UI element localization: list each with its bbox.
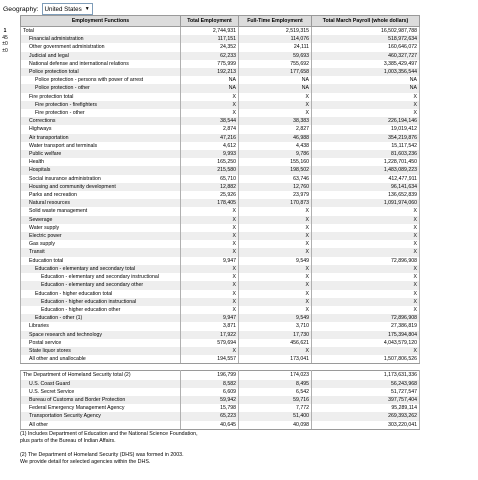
- total-employment-cell: 38,544: [181, 117, 239, 125]
- full-time-employment-cell: 8,495: [239, 380, 312, 388]
- function-cell: Financial administration: [21, 35, 181, 43]
- total-employment-cell: X: [181, 298, 239, 306]
- table-row: [21, 142, 420, 150]
- table-row: [21, 199, 420, 207]
- total-employment-cell: 40,645: [181, 421, 239, 430]
- function-cell: Parks and recreation: [21, 191, 181, 199]
- full-time-employment-cell: 7,772: [239, 404, 312, 412]
- table-row: [21, 355, 420, 364]
- function-cell: Fire protection - other: [21, 109, 181, 117]
- total-employment-cell: X: [181, 347, 239, 355]
- full-time-employment-cell: X: [239, 290, 312, 298]
- table-row: [21, 281, 420, 289]
- total-employment-cell: 3,871: [181, 322, 239, 330]
- function-cell: Housing and community development: [21, 183, 181, 191]
- total-employment-cell: 9,947: [181, 257, 239, 265]
- total-employment-cell: 2,744,931: [181, 27, 239, 36]
- function-cell: National defense and international relations: [21, 60, 181, 68]
- function-cell: Health: [21, 158, 181, 166]
- function-cell: Transit: [21, 248, 181, 256]
- total-employment-cell: 775,999: [181, 60, 239, 68]
- table-row: [21, 347, 420, 355]
- footnote-line: plus parts of the Bureau of Indian Affairs.: [20, 438, 116, 444]
- full-time-employment-cell: X: [239, 93, 312, 101]
- function-cell: Sewerage: [21, 216, 181, 224]
- full-time-employment-cell: 456,621: [239, 339, 312, 347]
- total-employment-cell: 215,580: [181, 166, 239, 174]
- march-payroll-cell: 1,228,701,450: [312, 158, 420, 166]
- march-payroll-cell: X: [312, 207, 420, 215]
- table-row: [21, 27, 420, 36]
- total-employment-cell: X: [181, 281, 239, 289]
- total-employment-cell: X: [181, 216, 239, 224]
- table-row: [21, 109, 420, 117]
- table-row: [21, 76, 420, 84]
- total-employment-cell: X: [181, 290, 239, 298]
- march-payroll-cell: X: [312, 281, 420, 289]
- march-payroll-cell: 226,194,146: [312, 117, 420, 125]
- table-row: [21, 314, 420, 322]
- table-row: [21, 404, 420, 412]
- total-employment-cell: 65,223: [181, 412, 239, 420]
- march-payroll-cell: X: [312, 224, 420, 232]
- march-payroll-cell: X: [312, 248, 420, 256]
- full-time-employment-cell: X: [239, 232, 312, 240]
- table-row: [21, 207, 420, 215]
- full-time-employment-cell: 2,519,315: [239, 27, 312, 36]
- full-time-employment-cell: X: [239, 347, 312, 355]
- total-employment-cell: 178,405: [181, 199, 239, 207]
- function-cell: U.S. Coast Guard: [21, 380, 181, 388]
- full-time-employment-cell: 755,692: [239, 60, 312, 68]
- total-employment-cell: 47,216: [181, 134, 239, 142]
- column-header-march-payroll[interactable]: Total March Payroll (whole dollars): [312, 16, 420, 27]
- full-time-employment-cell: X: [239, 207, 312, 215]
- function-cell: Natural resources: [21, 199, 181, 207]
- function-cell: Police protection - other: [21, 84, 181, 92]
- march-payroll-cell: 1,483,089,223: [312, 166, 420, 174]
- full-time-employment-cell: 23,979: [239, 191, 312, 199]
- total-employment-cell: 579,694: [181, 339, 239, 347]
- full-time-employment-cell: X: [239, 101, 312, 109]
- total-employment-cell: 9,947: [181, 314, 239, 322]
- table-row: [21, 421, 420, 430]
- full-time-employment-cell: 46,988: [239, 134, 312, 142]
- total-employment-cell: X: [181, 93, 239, 101]
- side-row-markers: [0, 28, 10, 54]
- full-time-employment-cell: 4,438: [239, 142, 312, 150]
- function-cell: The Department of Homeland Security total (2): [21, 371, 181, 380]
- full-time-employment-cell: 114,076: [239, 35, 312, 43]
- march-payroll-cell: 27,386,819: [312, 322, 420, 330]
- table-row: [21, 183, 420, 191]
- march-payroll-cell: X: [312, 93, 420, 101]
- full-time-employment-cell: 9,786: [239, 150, 312, 158]
- side-marker: ±0: [2, 47, 8, 54]
- full-time-employment-cell: X: [239, 224, 312, 232]
- march-payroll-cell: 303,220,041: [312, 421, 420, 430]
- march-payroll-cell: 1,507,806,526: [312, 355, 420, 364]
- full-time-employment-cell: 174,023: [239, 371, 312, 380]
- full-time-employment-cell: X: [239, 306, 312, 314]
- function-cell: Judicial and legal: [21, 52, 181, 60]
- full-time-employment-cell: 2,827: [239, 125, 312, 133]
- column-header-total-employment[interactable]: Total Employment: [181, 16, 239, 27]
- full-time-employment-cell: 173,041: [239, 355, 312, 364]
- full-time-employment-cell: X: [239, 216, 312, 224]
- table-row: [21, 322, 420, 330]
- full-time-employment-cell: X: [239, 109, 312, 117]
- function-cell: State liquor stores: [21, 347, 181, 355]
- table-row: [21, 380, 420, 388]
- footnote-line: (1) Includes Department of Education and the National Science Foundation,: [20, 431, 198, 437]
- march-payroll-cell: 354,219,876: [312, 134, 420, 142]
- function-cell: U.S. Secret Service: [21, 388, 181, 396]
- march-payroll-cell: X: [312, 273, 420, 281]
- table-row: [21, 84, 420, 92]
- function-cell: Federal Emergency Management Agency: [21, 404, 181, 412]
- function-cell: Fire protection total: [21, 93, 181, 101]
- full-time-employment-cell: 59,716: [239, 396, 312, 404]
- full-time-employment-cell: X: [239, 273, 312, 281]
- table-row: [21, 396, 420, 404]
- table-row: [21, 273, 420, 281]
- full-time-employment-cell: 198,502: [239, 166, 312, 174]
- section-gap-cell: [21, 364, 420, 371]
- table-row: [21, 331, 420, 339]
- geography-bar: [3, 3, 93, 15]
- march-payroll-cell: 19,019,412: [312, 125, 420, 133]
- table-row: [21, 371, 420, 380]
- march-payroll-cell: 518,972,634: [312, 35, 420, 43]
- total-employment-cell: 59,942: [181, 396, 239, 404]
- table-row: [21, 257, 420, 265]
- total-employment-cell: X: [181, 109, 239, 117]
- footnotes: [20, 431, 440, 466]
- function-cell: Electric power: [21, 232, 181, 240]
- function-cell: Other government administration: [21, 43, 181, 51]
- total-employment-cell: X: [181, 240, 239, 248]
- table-row: [21, 166, 420, 174]
- total-employment-cell: 165,250: [181, 158, 239, 166]
- total-employment-cell: 15,798: [181, 404, 239, 412]
- table-row: [21, 306, 420, 314]
- function-cell: Education - elementary and secondary other: [21, 281, 181, 289]
- table-row: [21, 101, 420, 109]
- total-employment-cell: 192,213: [181, 68, 239, 76]
- march-payroll-cell: 397,757,404: [312, 396, 420, 404]
- total-employment-cell: 4,612: [181, 142, 239, 150]
- table-row: [21, 93, 420, 101]
- total-employment-cell: 65,710: [181, 175, 239, 183]
- full-time-employment-cell: 177,658: [239, 68, 312, 76]
- total-employment-cell: X: [181, 101, 239, 109]
- table-row: [21, 68, 420, 76]
- function-cell: Space research and technology: [21, 331, 181, 339]
- total-employment-cell: X: [181, 232, 239, 240]
- geography-select[interactable]: [42, 3, 93, 15]
- function-cell: Police protection total: [21, 68, 181, 76]
- function-cell: Corrections: [21, 117, 181, 125]
- section-gap: [21, 364, 420, 371]
- table-row: [21, 43, 420, 51]
- march-payroll-cell: X: [312, 298, 420, 306]
- function-cell: All other and unallocable: [21, 355, 181, 364]
- table-row: [21, 339, 420, 347]
- march-payroll-cell: X: [312, 240, 420, 248]
- table-row: [21, 232, 420, 240]
- function-cell: Education - other (1): [21, 314, 181, 322]
- full-time-employment-cell: 170,873: [239, 199, 312, 207]
- total-employment-cell: X: [181, 207, 239, 215]
- march-payroll-cell: 72,896,908: [312, 257, 420, 265]
- march-payroll-cell: 269,393,262: [312, 412, 420, 420]
- table-row: [21, 290, 420, 298]
- function-cell: Bureau of Customs and Border Protection: [21, 396, 181, 404]
- total-employment-cell: NA: [181, 84, 239, 92]
- march-payroll-cell: 460,327,727: [312, 52, 420, 60]
- table-row: [21, 216, 420, 224]
- total-employment-cell: 24,352: [181, 43, 239, 51]
- march-payroll-cell: 136,652,839: [312, 191, 420, 199]
- total-employment-cell: 12,882: [181, 183, 239, 191]
- march-payroll-cell: 16,502,987,788: [312, 27, 420, 36]
- employment-table: [20, 15, 420, 430]
- total-employment-cell: X: [181, 265, 239, 273]
- function-cell: All other: [21, 421, 181, 430]
- function-cell: Education - elementary and secondary total: [21, 265, 181, 273]
- march-payroll-cell: X: [312, 216, 420, 224]
- function-cell: Air transportation: [21, 134, 181, 142]
- total-employment-cell: X: [181, 224, 239, 232]
- full-time-employment-cell: X: [239, 240, 312, 248]
- full-time-employment-cell: 3,710: [239, 322, 312, 330]
- total-employment-cell: 117,151: [181, 35, 239, 43]
- march-payroll-cell: 412,477,911: [312, 175, 420, 183]
- function-cell: Total: [21, 27, 181, 36]
- function-cell: Postal service: [21, 339, 181, 347]
- table-row: [21, 60, 420, 68]
- total-employment-cell: 17,922: [181, 331, 239, 339]
- total-employment-cell: X: [181, 306, 239, 314]
- table-row: [21, 125, 420, 133]
- function-cell: Social insurance administration: [21, 175, 181, 183]
- march-payroll-cell: 56,243,968: [312, 380, 420, 388]
- table-row: [21, 224, 420, 232]
- table-row: [21, 240, 420, 248]
- full-time-employment-cell: 6,542: [239, 388, 312, 396]
- march-payroll-cell: 95,289,114: [312, 404, 420, 412]
- march-payroll-cell: X: [312, 109, 420, 117]
- table-row: [21, 265, 420, 273]
- march-payroll-cell: NA: [312, 76, 420, 84]
- function-cell: Water supply: [21, 224, 181, 232]
- geography-label: Geography:: [3, 5, 39, 13]
- full-time-employment-cell: 155,160: [239, 158, 312, 166]
- march-payroll-cell: 160,646,072: [312, 43, 420, 51]
- march-payroll-cell: 1,003,356,544: [312, 68, 420, 76]
- march-payroll-cell: 96,141,634: [312, 183, 420, 191]
- table-row: [21, 158, 420, 166]
- full-time-employment-cell: 24,111: [239, 43, 312, 51]
- full-time-employment-cell: 40,098: [239, 421, 312, 430]
- full-time-employment-cell: 51,400: [239, 412, 312, 420]
- total-employment-cell: X: [181, 273, 239, 281]
- table-row: [21, 388, 420, 396]
- function-cell: Education - elementary and secondary instructional: [21, 273, 181, 281]
- table-body: [21, 27, 420, 430]
- full-time-employment-cell: X: [239, 281, 312, 289]
- table-row: [21, 117, 420, 125]
- side-marker: ±0: [2, 41, 8, 47]
- total-employment-cell: 9,993: [181, 150, 239, 158]
- function-cell: Fire protection - firefighters: [21, 101, 181, 109]
- table-row: [21, 175, 420, 183]
- march-payroll-cell: X: [312, 232, 420, 240]
- full-time-employment-cell: NA: [239, 76, 312, 84]
- total-employment-cell: 196,799: [181, 371, 239, 380]
- function-cell: Water transport and terminals: [21, 142, 181, 150]
- table-row: [21, 150, 420, 158]
- table-row: [21, 35, 420, 43]
- march-payroll-cell: 51,727,547: [312, 388, 420, 396]
- march-payroll-cell: 81,603,236: [312, 150, 420, 158]
- function-cell: Education - higher education total: [21, 290, 181, 298]
- full-time-employment-cell: 12,760: [239, 183, 312, 191]
- full-time-employment-cell: 59,693: [239, 52, 312, 60]
- column-header-functions[interactable]: Employment Functions: [21, 16, 181, 27]
- full-time-employment-cell: X: [239, 265, 312, 273]
- function-cell: Transportation Security Agency: [21, 412, 181, 420]
- total-employment-cell: 25,926: [181, 191, 239, 199]
- function-cell: Gas supply: [21, 240, 181, 248]
- full-time-employment-cell: 17,730: [239, 331, 312, 339]
- footnote-line: (2) The Department of Homeland Security (DHS) was formed in 2003.: [20, 452, 184, 458]
- full-time-employment-cell: X: [239, 298, 312, 306]
- march-payroll-cell: 72,896,908: [312, 314, 420, 322]
- full-time-employment-cell: X: [239, 248, 312, 256]
- footnote-line: We provide detail for selected agencies within the DHS.: [20, 459, 151, 465]
- table-row: [21, 52, 420, 60]
- total-employment-cell: 194,557: [181, 355, 239, 364]
- total-employment-cell: 2,874: [181, 125, 239, 133]
- march-payroll-cell: X: [312, 306, 420, 314]
- march-payroll-cell: 1,091,974,060: [312, 199, 420, 207]
- function-cell: Police protection - persons with power of arrest: [21, 76, 181, 84]
- table-row: [21, 248, 420, 256]
- geography-selected-value: United States: [44, 5, 82, 13]
- total-employment-cell: 62,233: [181, 52, 239, 60]
- table-row: [21, 191, 420, 199]
- table-row: [21, 134, 420, 142]
- function-cell: Education - higher education other: [21, 306, 181, 314]
- march-payroll-cell: X: [312, 101, 420, 109]
- march-payroll-cell: X: [312, 290, 420, 298]
- march-payroll-cell: X: [312, 265, 420, 273]
- table-row: [21, 298, 420, 306]
- full-time-employment-cell: 9,549: [239, 257, 312, 265]
- table-header-row: [21, 16, 420, 27]
- side-marker: 1: [3, 28, 7, 34]
- side-marker: 45: [2, 34, 8, 41]
- table-row: [21, 412, 420, 420]
- function-cell: Libraries: [21, 322, 181, 330]
- march-payroll-cell: X: [312, 347, 420, 355]
- march-payroll-cell: NA: [312, 84, 420, 92]
- total-employment-cell: 6,609: [181, 388, 239, 396]
- function-cell: Hospitals: [21, 166, 181, 174]
- march-payroll-cell: 15,117,542: [312, 142, 420, 150]
- full-time-employment-cell: 63,746: [239, 175, 312, 183]
- full-time-employment-cell: NA: [239, 84, 312, 92]
- march-payroll-cell: 175,394,804: [312, 331, 420, 339]
- function-cell: Highways: [21, 125, 181, 133]
- march-payroll-cell: 1,173,631,336: [312, 371, 420, 380]
- function-cell: Solid waste management: [21, 207, 181, 215]
- column-header-full-time-employment[interactable]: Full-Time Employment: [239, 16, 312, 27]
- function-cell: Education total: [21, 257, 181, 265]
- total-employment-cell: X: [181, 248, 239, 256]
- total-employment-cell: NA: [181, 76, 239, 84]
- function-cell: Education - higher education instructional: [21, 298, 181, 306]
- full-time-employment-cell: 9,549: [239, 314, 312, 322]
- march-payroll-cell: 3,385,429,497: [312, 60, 420, 68]
- full-time-employment-cell: 38,383: [239, 117, 312, 125]
- march-payroll-cell: 4,043,579,120: [312, 339, 420, 347]
- chevron-down-icon: ▼: [84, 6, 90, 12]
- function-cell: Public welfare: [21, 150, 181, 158]
- footnote-spacer: [20, 445, 440, 452]
- total-employment-cell: 8,582: [181, 380, 239, 388]
